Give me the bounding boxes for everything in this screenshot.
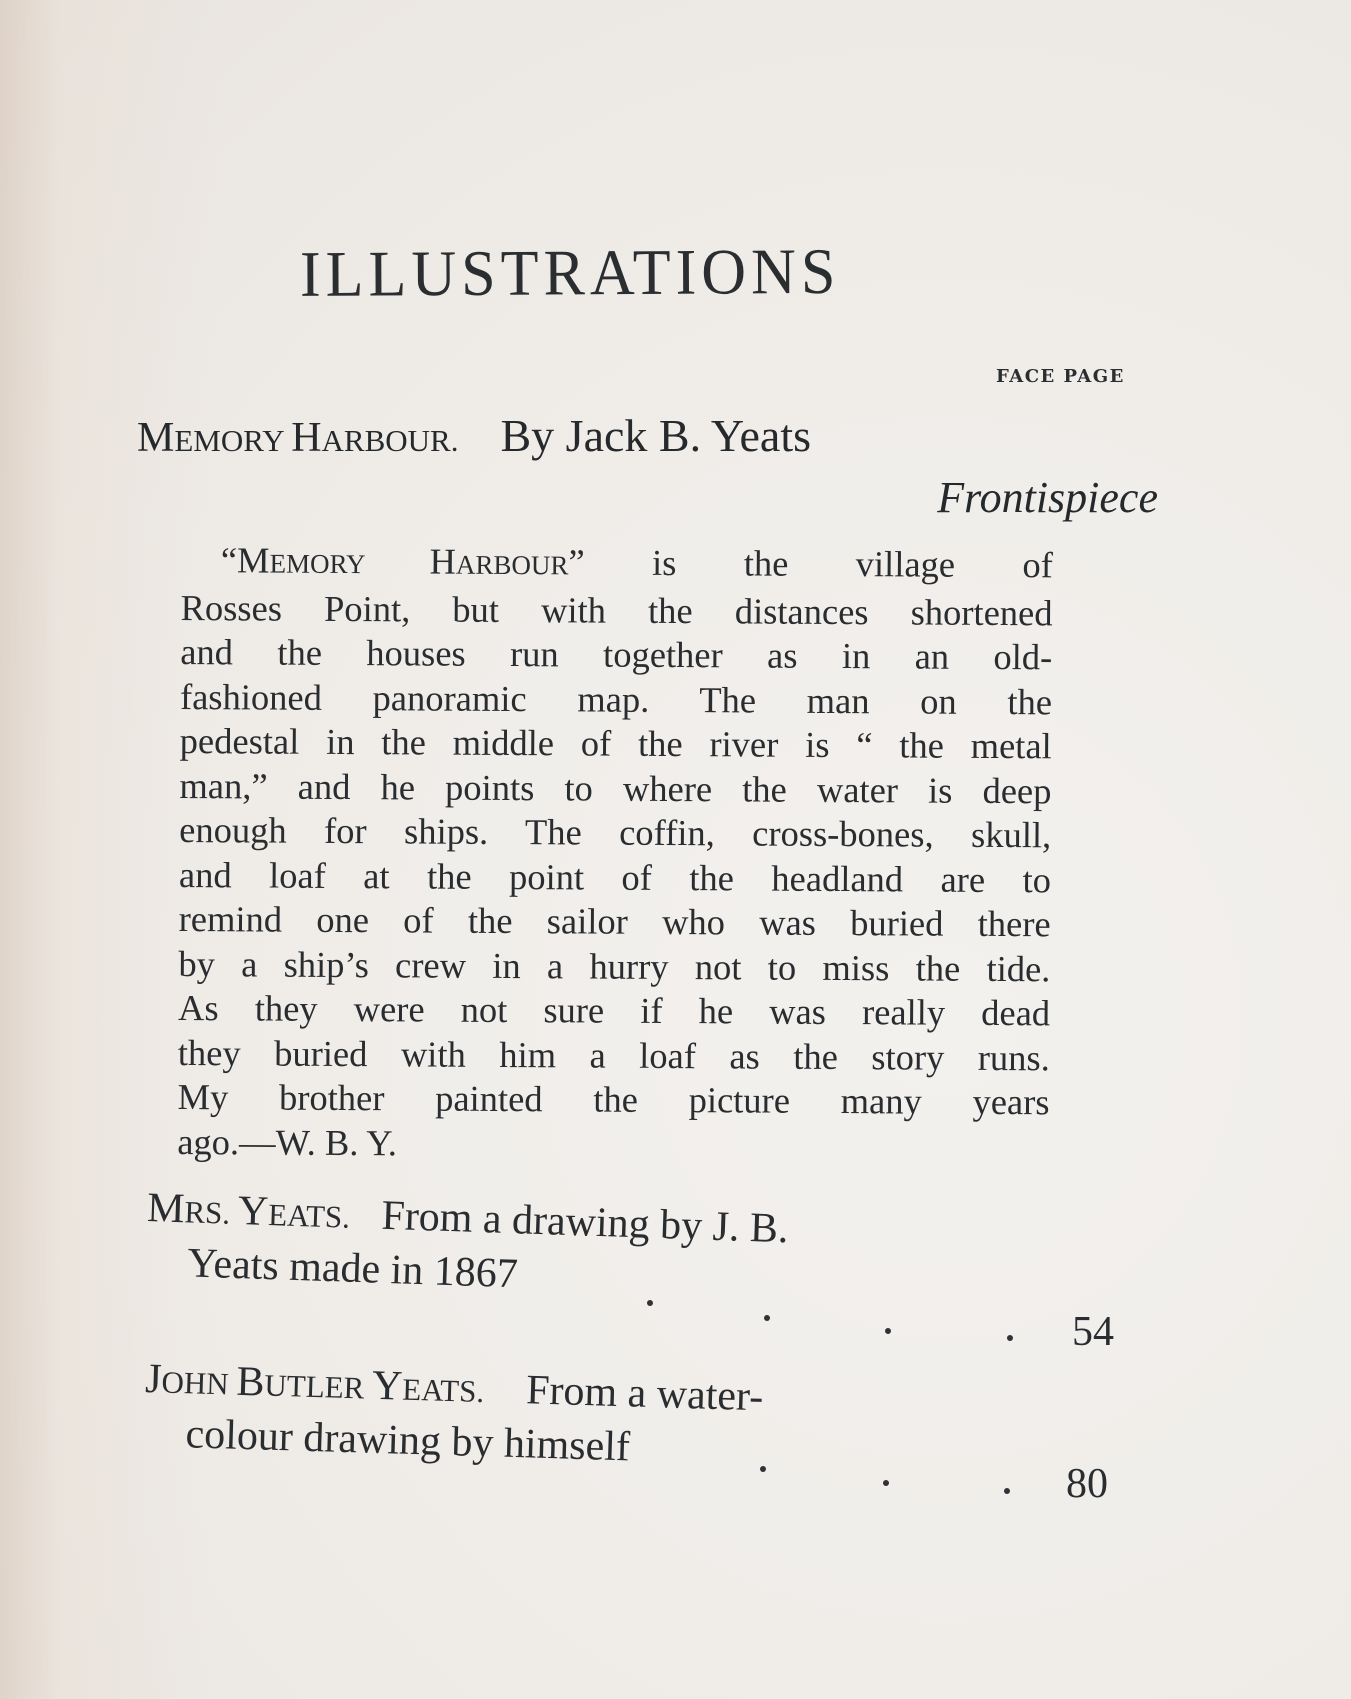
page-title: ILLUSTRATIONS [299, 236, 841, 311]
illustration-entry-memory-harbour [137, 409, 811, 462]
note-line: by a ship’s crew in a hurry not to miss the tide. [178, 942, 1051, 989]
note-line: “MEMORY HARBOUR” is the village of [220, 539, 1053, 586]
note-line: man,” and he points to where the water is deep [179, 764, 1052, 811]
note-line: they buried with him a loaf as the story runs. [177, 1031, 1050, 1078]
note-line: As they were not sure if he was really dead [178, 986, 1051, 1034]
leader-dot [1004, 1488, 1010, 1494]
page-number: 80 [1066, 1461, 1108, 1507]
note-line: remind one of the sailor who was buried there [178, 897, 1051, 945]
entry-description-continued: Yeats made in 1867 [186, 1240, 519, 1298]
illustration-note [177, 538, 1053, 1169]
note-line: My brother painted the picture many years [177, 1075, 1050, 1123]
entry-title: MRS. YEATS. [146, 1184, 351, 1235]
entry-attribution: By Jack B. Yeats [500, 410, 812, 461]
face-page-column-header: FACE PAGE [996, 366, 1125, 387]
entry-description-continued: colour drawing by himself [184, 1411, 631, 1471]
leader-dot [885, 1328, 891, 1334]
note-signature: ago.—W. B. Y. [177, 1120, 398, 1163]
entry-title: JOHN BUTLER YEATS. [144, 1355, 485, 1410]
leader-dot [883, 1480, 889, 1486]
illustration-entry-john-butler-yeats [143, 1355, 1046, 1484]
note-line: and loaf at the point of the headland are to [178, 853, 1052, 900]
note-line: and the houses run together as in an old- [180, 630, 1053, 678]
page-number: 54 [1072, 1309, 1114, 1355]
entry-description: From a drawing by J. B. [380, 1192, 790, 1253]
leader-dot [647, 1300, 653, 1306]
note-line: enough for ships. The coffin, cross-bones, skull, [179, 808, 1052, 856]
leader-dot [764, 1315, 770, 1321]
leader-dot [1007, 1335, 1013, 1341]
entry-description: From a water- [525, 1367, 764, 1421]
illustration-entry-mrs-yeats [145, 1184, 1048, 1316]
note-line: Rosses Point, but with the distances shortened [180, 586, 1053, 633]
note-line: fashioned panoramic map. The man on the [179, 675, 1053, 722]
note-line: pedestal in the middle of the river is “ the metal [179, 719, 1052, 767]
entry-location-frontispiece: Frontispiece [937, 473, 1158, 522]
entry-title: MEMORY HARBOUR. [137, 415, 459, 461]
leader-dot [760, 1466, 766, 1472]
